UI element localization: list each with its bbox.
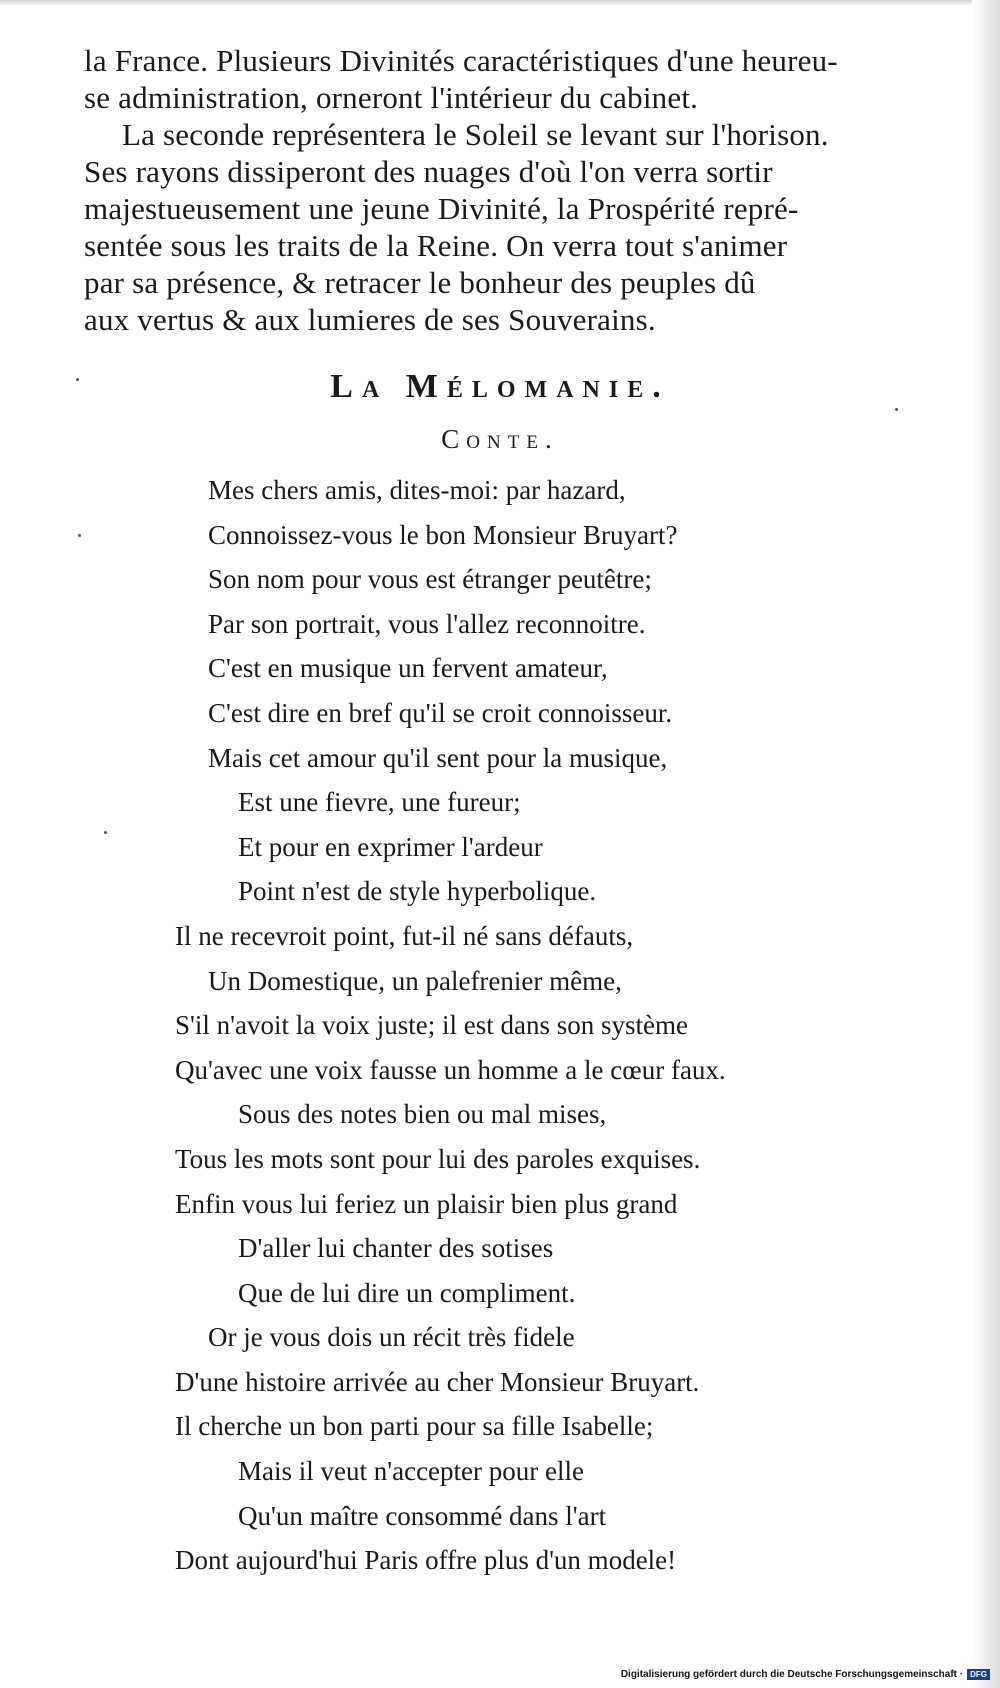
verse-line: S'il n'avoit la voix juste; il est dans son système	[175, 1010, 688, 1041]
verse-line: Dont aujourd'hui Paris offre plus d'un modele!	[175, 1545, 677, 1576]
verse-line: Que de lui dire un compliment.	[238, 1277, 576, 1308]
prose-line: majestueusement une jeune Divinité, la Prospérité repré-	[84, 191, 799, 226]
verse-line: Mes chers amis, dites-moi: par hazard,	[208, 475, 626, 505]
poem-subtitle: Conte.	[441, 424, 559, 454]
verse-line: Est une fievre, une fureur;	[238, 787, 521, 818]
ink-speck	[76, 378, 79, 381]
digitization-credit	[621, 1669, 990, 1680]
verse-line: C'est en musique un fervent amateur,	[208, 653, 608, 684]
ink-speck	[104, 831, 107, 834]
prose-line: La seconde représentera le Soleil se levant sur l'horison.	[122, 117, 829, 152]
verse-line: Or je vous dois un récit très fidele	[208, 1322, 575, 1353]
prose-line: par sa présence, & retracer le bonheur des peuples dû	[84, 265, 756, 300]
verse-line: Qu'avec une voix fausse un homme a le cœur faux.	[175, 1054, 726, 1085]
verse-line: Mais il veut n'accepter pour elle	[238, 1456, 584, 1487]
credit-text: Digitalisierung gefördert durch die Deutsche Forschungsgemeinschaft ·	[620, 1669, 964, 1680]
prose-line: sentée sous les traits de la Reine. On verra tout s'animer	[84, 228, 788, 263]
verse-line: Et pour en exprimer l'ardeur	[238, 831, 543, 862]
verse-line: D'aller lui chanter des sotises	[238, 1233, 554, 1264]
verse-line: Il ne recevroit point, fut-il né sans défauts,	[175, 920, 634, 951]
dfg-logo: DFG	[967, 1669, 990, 1680]
prose-line: la France. Plusieurs Divinités caractéristiques d'une heureu-	[84, 43, 838, 78]
prose-line: Ses rayons dissiperont des nuages d'où l'on verra sortir	[84, 154, 773, 189]
ink-speck	[895, 408, 898, 411]
prose-line: se administration, orneront l'intérieur du cabinet.	[84, 80, 699, 115]
verse-line: Mais cet amour qu'il sent pour la musique,	[208, 742, 668, 773]
ink-speck	[78, 534, 81, 537]
verse-line: Par son portrait, vous l'allez reconnoitre.	[208, 608, 646, 639]
prose-line: aux vertus & aux lumieres de ses Souverains.	[84, 302, 656, 337]
verse-line: Un Domestique, un palefrenier même,	[208, 965, 622, 996]
page-top-edge	[0, 0, 1000, 6]
verse-line: Il cherche un bon parti pour sa fille Isabelle;	[175, 1411, 654, 1442]
verse-line: Tous les mots sont pour lui des paroles exquises.	[175, 1143, 701, 1174]
verse-line: C'est dire en bref qu'il se croit connoisseur.	[208, 697, 673, 728]
verse-line: Sous des notes bien ou mal mises,	[238, 1099, 607, 1130]
verse-line: Enfin vous lui feriez un plaisir bien plus grand	[175, 1188, 678, 1219]
prose-block	[84, 42, 974, 338]
poem-title: La Mélomanie.	[330, 368, 670, 405]
verse-line: D'une histoire arrivée au cher Monsieur Bruyart.	[175, 1366, 700, 1397]
verse-line: Son nom pour vous est étranger peutêtre;	[208, 564, 652, 595]
verse-line: Point n'est de style hyperbolique.	[238, 876, 597, 907]
verse-line: Connoissez-vous le bon Monsieur Bruyart?	[208, 519, 678, 550]
poem-verses	[0, 468, 1000, 1583]
verse-line: Qu'un maître consommé dans l'art	[238, 1500, 607, 1531]
